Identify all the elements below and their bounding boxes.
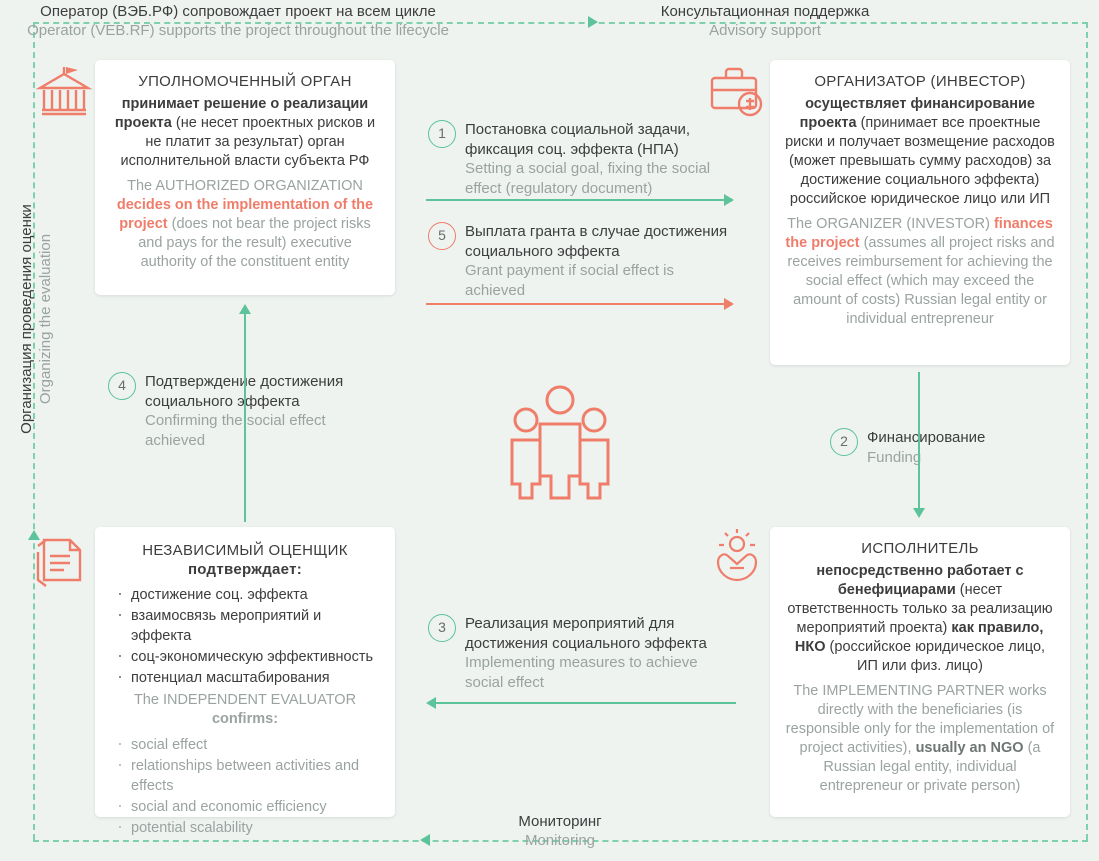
card-implementing-partner-ru-rest: (российское юридическое лицо, ИП или физ. лицо) <box>825 639 1046 674</box>
card-organizer-investor-en <box>784 215 1056 329</box>
step-5-arrow <box>426 303 726 305</box>
card-authorized-organization-en-lead: The AUTHORIZED ORGANIZATION <box>127 178 363 194</box>
step-3-arrow-head <box>426 697 436 709</box>
header-advisory-label <box>600 2 930 40</box>
card-authorized-organization <box>95 60 395 295</box>
card-organizer-investor-en-rest: (assumes all project risks and receives reimbursement for achieving the social effect (which may exceed the amount of costs) Russian legal entity or individual entrepreneur <box>787 235 1055 327</box>
step-5-en: Grant payment if social effect is achieved <box>465 262 674 299</box>
beneficiaries-people-icon <box>508 380 612 509</box>
step-5-ru: Выплата гранта в случае достижения социального эффекта <box>465 223 728 260</box>
footer-monitoring-en: Monitoring <box>524 832 596 849</box>
list-item: · потенциал масштабирования <box>109 668 381 688</box>
list-item: · соц-экономическую эффективность <box>109 647 381 667</box>
step-5 <box>428 222 728 300</box>
advisory-arrow-head <box>588 16 598 28</box>
step-4-en: Confirming the social effect achieved <box>145 412 326 449</box>
boundary-dash-right <box>1086 22 1088 840</box>
card-independent-evaluator <box>95 527 395 836</box>
step-1-arrow-head <box>724 194 734 206</box>
step-2-text <box>867 428 1050 467</box>
card-independent-evaluator-title: НЕЗАВИСИМЫЙ ОЦЕНЩИК <box>142 542 348 559</box>
step-3-en: Implementing measures to achieve social effect <box>465 654 698 691</box>
step-4-arrow <box>244 312 246 522</box>
card-authorized-organization-en-bold: decides on the implementation of the project <box>116 197 374 232</box>
step-5-text <box>465 222 728 300</box>
step-5-arrow-head <box>724 298 734 310</box>
card-authorized-organization-title: УПОЛНОМОЧЕННЫЙ ОРГАН <box>138 73 352 90</box>
list-item: · potential scalability <box>109 818 381 838</box>
card-implementing-partner-ru-bold1: непосредственно работает с бенефициарами <box>816 563 1024 598</box>
government-building-icon <box>32 64 94 127</box>
step-2-en: Funding <box>867 448 922 466</box>
step-2-ru: Финансирование <box>867 429 986 446</box>
card-organizer-investor-en-bold: finances the project <box>785 216 1053 251</box>
card-authorized-organization-ru-bold: принимает решение о реализации проекта <box>114 96 369 131</box>
evaluator-en-list <box>109 735 381 838</box>
header-operator-label <box>8 2 468 40</box>
helping-hands-icon <box>706 528 768 591</box>
card-organizer-investor-ru-rest: (принимает все проектные риски и получает возмещение расходов (может превышать сумму расходов) за достижение социального эффекта) российское юридическое лицо или ИП <box>785 115 1055 207</box>
card-implementing-partner-ru <box>784 562 1056 676</box>
step-3 <box>428 614 728 692</box>
step-4-text <box>145 372 388 450</box>
card-independent-evaluator-en-title: The INDEPENDENT EVALUATOR <box>133 692 357 708</box>
card-independent-evaluator-subtitle: подтверждает: <box>187 561 303 578</box>
step-4-ru: Подтверждение достижения социального эффекта <box>145 373 344 410</box>
footer-monitoring-label <box>430 812 690 850</box>
card-organizer-investor-title: ОРГАНИЗАТОР (ИНВЕСТОР) <box>814 73 1026 90</box>
header-advisory-ru: Консультационная поддержка <box>660 3 870 20</box>
list-item: · достижение соц. эффекта <box>109 585 381 605</box>
header-advisory-en: Advisory support <box>709 22 821 39</box>
step-1-number: 1 <box>428 120 456 148</box>
step-1-en: Setting a social goal, fixing the social effect (regulatory document) <box>465 160 711 197</box>
card-organizer-investor <box>770 60 1070 365</box>
step-4 <box>108 372 388 450</box>
card-independent-evaluator-en-subtitle: confirms: <box>211 711 279 727</box>
card-authorized-organization-en <box>109 177 381 272</box>
step-2-number: 2 <box>830 428 858 456</box>
footer-monitoring-ru: Мониторинг <box>518 813 602 830</box>
card-authorized-organization-ru-rest: (не несет проектных рисков и не платит за результат) орган исполнительной власти субъекта РФ <box>120 115 376 169</box>
monitoring-arrow-head <box>420 834 430 846</box>
list-item: · взаимосвязь мероприятий и эффекта <box>109 606 381 646</box>
step-3-ru: Реализация мероприятий для достижения социального эффекта <box>465 615 707 652</box>
card-authorized-organization-ru <box>109 95 381 171</box>
step-3-arrow <box>436 702 736 704</box>
card-organizer-investor-en-lead: The ORGANIZER (INVESTOR) <box>787 216 994 232</box>
list-item: · social and economic efficiency <box>109 797 381 817</box>
card-implementing-partner-en-rest: (a Russian legal entity, individual entrepreneur or private person) <box>819 740 1041 794</box>
card-implementing-partner-en <box>784 682 1056 796</box>
briefcase-investor-icon <box>706 62 768 125</box>
step-2-arrow <box>918 372 920 512</box>
step-4-number: 4 <box>108 372 136 400</box>
card-implementing-partner-ru-bold2: как правило, НКО <box>794 620 1044 655</box>
side-organizing-ru: Организация проведения оценки <box>18 204 35 434</box>
step-1-text <box>465 120 728 198</box>
step-1 <box>428 120 728 198</box>
card-implementing-partner-title: ИСПОЛНИТЕЛЬ <box>861 540 979 557</box>
step-1-ru: Постановка социальной задачи, фиксация соц. эффекта (НПА) <box>465 121 691 158</box>
step-2 <box>830 428 1050 467</box>
card-implementing-partner-en-lead: The IMPLEMENTING PARTNER works directly with the beneficiaries (is responsible only for the implementation of project activities), <box>785 683 1055 756</box>
list-item: · relationships between activities and effects <box>109 756 381 796</box>
step-5-number: 5 <box>428 222 456 250</box>
side-organizing-en: Organizing the evaluation <box>37 233 54 405</box>
card-authorized-organization-en-rest: (does not bear the project risks and pays for the result) executive authority of the constituent entity <box>138 216 371 270</box>
card-organizer-investor-ru-bold: осуществляет финансирование проекта <box>799 96 1035 131</box>
header-operator-en: Operator (VEB.RF) supports the project throughout the lifecycle <box>27 22 449 39</box>
step-2-arrow-head <box>913 508 925 518</box>
card-implementing-partner-en-bold: usually an NGO <box>915 740 1024 756</box>
step-1-arrow <box>426 199 726 201</box>
step-3-text <box>465 614 728 692</box>
side-organizing-label <box>17 199 55 439</box>
step-4-arrow-head <box>239 304 251 314</box>
list-item: · social effect <box>109 735 381 755</box>
card-implementing-partner-ru-mid: (несет ответственность только за реализацию мероприятий проекта) <box>787 582 1053 636</box>
header-operator-ru: Оператор (ВЭБ.РФ) сопровождает проект на всем цикле <box>40 3 436 20</box>
step-3-number: 3 <box>428 614 456 642</box>
card-implementing-partner <box>770 527 1070 817</box>
document-checklist-icon <box>32 532 94 595</box>
evaluator-ru-list <box>109 585 381 688</box>
card-organizer-investor-ru <box>784 95 1056 209</box>
